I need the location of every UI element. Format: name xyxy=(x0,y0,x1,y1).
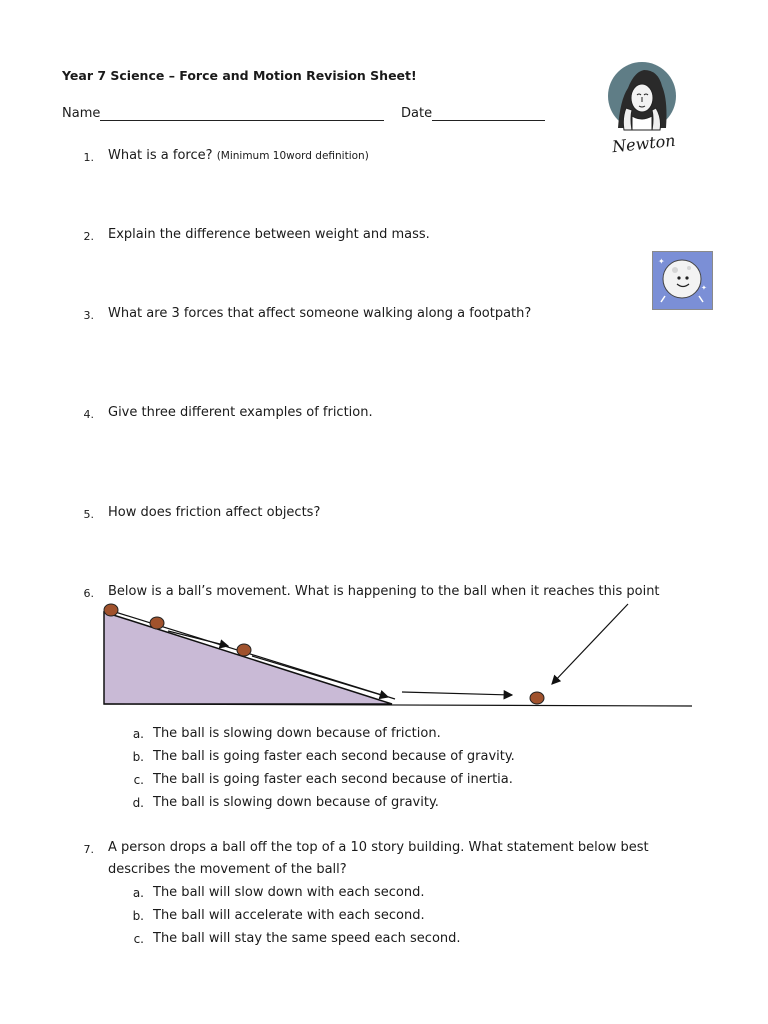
question-text: Below is a ball’s movement. What is happening to the ball when it reaches this point xyxy=(108,584,660,599)
ball-2 xyxy=(150,617,164,629)
question-text: What are 3 forces that affect someone walking along a footpath? xyxy=(108,306,532,321)
date-field[interactable] xyxy=(401,106,545,121)
question-number: 6. xyxy=(83,587,94,600)
question-text: What is a force? (Minimum 10word definition) xyxy=(108,148,369,163)
option-text: The ball is going faster each second because of gravity. xyxy=(153,749,515,764)
question-number: 3. xyxy=(83,309,94,322)
ground-line xyxy=(104,704,692,706)
option-text: The ball will slow down with each second. xyxy=(153,885,425,900)
question-number: 2. xyxy=(83,230,94,243)
name-label: Name xyxy=(62,106,101,121)
question-number: 7. xyxy=(83,843,94,856)
ball-3 xyxy=(237,644,251,656)
ball-1 xyxy=(104,604,118,616)
ramp-triangle xyxy=(104,612,392,704)
ball-4 xyxy=(530,692,544,704)
question-text: How does friction affect objects? xyxy=(108,505,321,520)
option-text: The ball will stay the same speed each second. xyxy=(153,931,461,946)
question-number: 4. xyxy=(83,408,94,421)
option-letter: c. xyxy=(133,932,144,946)
option-letter: b. xyxy=(132,750,144,764)
page-title: Year 7 Science – Force and Motion Revision Sheet! xyxy=(62,68,417,83)
option-letter: d. xyxy=(132,796,144,810)
motion-arrow-3 xyxy=(402,692,512,695)
question-number: 5. xyxy=(83,508,94,521)
svg-text:✦: ✦ xyxy=(701,284,707,292)
option-letter: a. xyxy=(132,886,144,900)
option-text: The ball is going faster each second because of inertia. xyxy=(153,772,513,787)
option-text: The ball is slowing down because of gravity. xyxy=(153,795,439,810)
option-letter: a. xyxy=(132,727,144,741)
moon-icon xyxy=(652,251,713,310)
name-field[interactable] xyxy=(62,106,384,121)
name-underline[interactable] xyxy=(100,106,384,121)
question-number: 1. xyxy=(83,151,94,164)
date-label: Date xyxy=(401,106,433,121)
ramp-top-line xyxy=(112,611,395,699)
motion-arrow-2 xyxy=(252,656,388,697)
pointer-arrow xyxy=(552,604,628,684)
motion-arrow-1 xyxy=(168,631,228,646)
question-text: Explain the difference between weight and mass. xyxy=(108,227,430,242)
newton-signature: Newton xyxy=(611,130,677,157)
date-underline[interactable] xyxy=(432,106,545,121)
question-text: A person drops a ball off the top of a 10 story building. What statement below best xyxy=(108,840,649,855)
question-text: Give three different examples of friction. xyxy=(108,405,373,420)
question-text-continued: describes the movement of the ball? xyxy=(108,862,347,877)
option-letter: c. xyxy=(133,773,144,787)
option-text: The ball is slowing down because of friction. xyxy=(153,726,441,741)
option-letter: b. xyxy=(132,909,144,923)
svg-text:✦: ✦ xyxy=(658,257,665,266)
newton-logo xyxy=(604,54,684,164)
question-note: (Minimum 10word definition) xyxy=(216,150,369,162)
option-text: The ball will accelerate with each second. xyxy=(153,908,425,923)
